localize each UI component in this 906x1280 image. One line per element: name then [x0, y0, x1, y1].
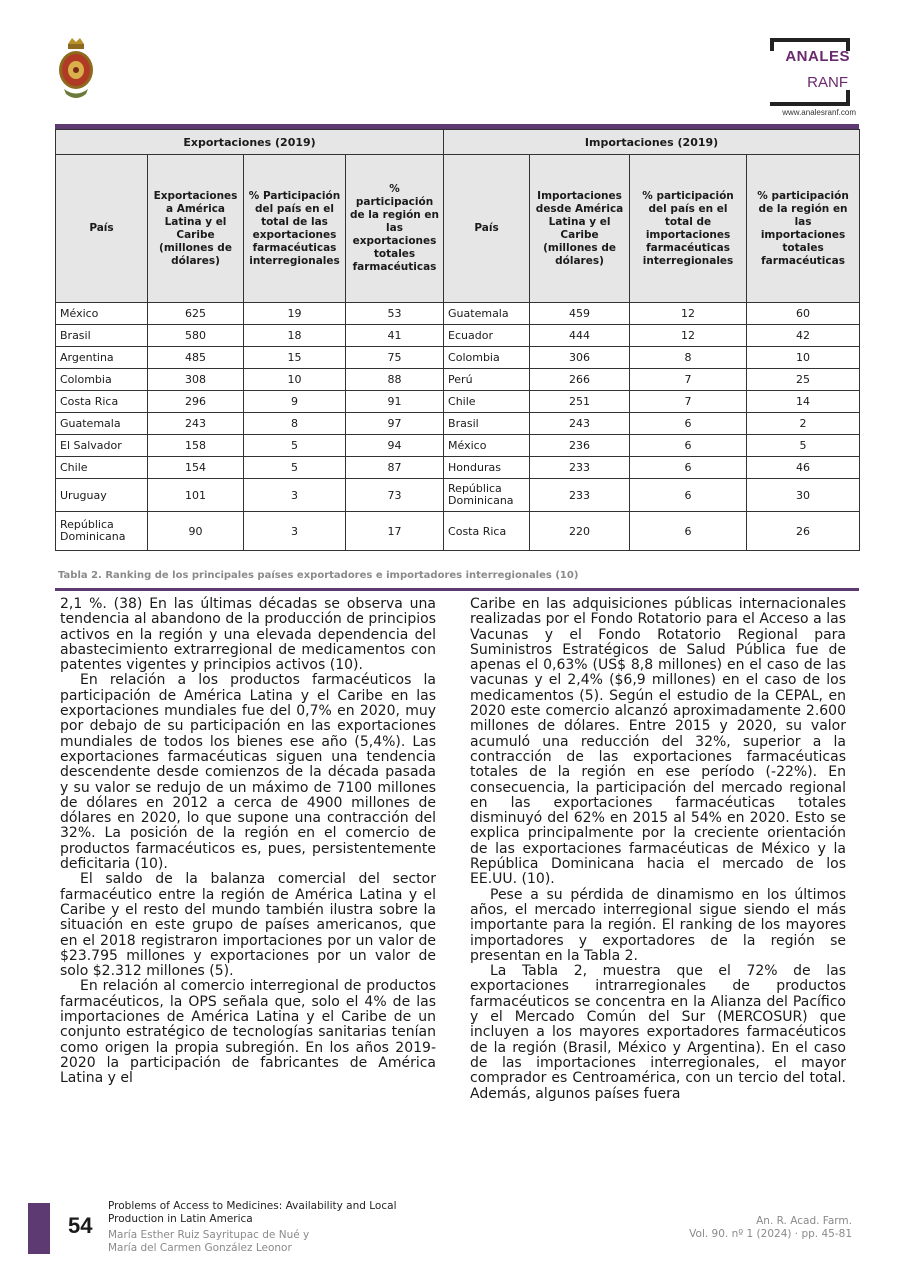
- journal-volume: Vol. 90. nº 1 (2024) · pp. 45-81: [689, 1228, 852, 1240]
- table-cell: 306: [530, 347, 630, 369]
- table-cell: 158: [148, 435, 244, 457]
- table-cell: 10: [244, 369, 346, 391]
- table-cell: 75: [346, 347, 444, 369]
- table-cell: 26: [747, 512, 860, 551]
- table-cell: 233: [530, 457, 630, 479]
- article-title: [108, 1200, 396, 1225]
- table-cell: 220: [530, 512, 630, 551]
- table-cell: 25: [747, 369, 860, 391]
- table-cell-country: Brasil: [444, 413, 530, 435]
- table-cell-country: Brasil: [56, 325, 148, 347]
- table-cell: 42: [747, 325, 860, 347]
- table-cell: 53: [346, 303, 444, 325]
- table-cell: 580: [148, 325, 244, 347]
- table-cell: 12: [630, 325, 747, 347]
- table-cell: 9: [244, 391, 346, 413]
- table-cell-country: Uruguay: [56, 479, 148, 512]
- column-header: % participación de la región en las exportaciones totales farmacéuticas: [346, 155, 444, 303]
- paragraph: En relación a los productos farmacéuticos la participación de América Latina y el Caribe en las exportaciones mundiales fue del 0,7% en 2020, muy por debajo de su participación en las exportaciones mundiales de todos los bienes ese año (5,4%). Las exportaciones farmacéuticas siguen una tendencia descendente desde comienzos de la década pasada y su valor se redujo de un máximo de 7100 millones de dólares en 2012 a cerca de 4900 millones de dólares en 2020, lo que supone una contracción del 32%. La posición de la región en el comercio de productos farmacéuticos es, pues, persistentemente deficitaria (10).: [60, 672, 436, 873]
- logo-text-ranf: RANF: [807, 74, 848, 91]
- table-bottom-rule: [55, 588, 859, 591]
- table-cell: 8: [244, 413, 346, 435]
- table-row: [56, 512, 860, 551]
- table-cell: 41: [346, 325, 444, 347]
- table-cell-country: Chile: [444, 391, 530, 413]
- table-cell-country: República Dominicana: [444, 479, 530, 512]
- table-cell: 625: [148, 303, 244, 325]
- table-cell-country: Colombia: [56, 369, 148, 391]
- table-cell: 3: [244, 479, 346, 512]
- paragraph: 2,1 %. (38) En las últimas décadas se observa una tendencia al abandono de la producción de principios activos en la región y una elevada dependencia del abastecimiento extrarregional de medicamentos con patentes vigentes y principios activos (10).: [60, 596, 436, 674]
- paragraph: El saldo de la balanza comercial del sector farmacéutico entre la región de América Latina y el Caribe y el resto del mundo también ilustra sobre la situación en este grupo de países americanos, que en el 2018 registraron importaciones por un valor de $23.795 millones y exportaciones por un valor de solo $2.312 millones (5).: [60, 871, 436, 980]
- table-cell: 233: [530, 479, 630, 512]
- table-cell: 12: [630, 303, 747, 325]
- table-cell: 87: [346, 457, 444, 479]
- table-cell: 251: [530, 391, 630, 413]
- table-cell: 3: [244, 512, 346, 551]
- table-cell: 15: [244, 347, 346, 369]
- table-cell: 73: [346, 479, 444, 512]
- article-authors: [108, 1229, 309, 1254]
- table-cell: 6: [630, 479, 747, 512]
- table-cell: 8: [630, 347, 747, 369]
- table-cell: 243: [530, 413, 630, 435]
- table-cell: 17: [346, 512, 444, 551]
- table-cell: 46: [747, 457, 860, 479]
- journal-name: An. R. Acad. Farm.: [756, 1215, 852, 1227]
- table-row: [56, 303, 860, 325]
- table-cell: 5: [747, 435, 860, 457]
- table-cell: 5: [244, 457, 346, 479]
- table-cell: 7: [630, 369, 747, 391]
- table-cell: 459: [530, 303, 630, 325]
- article-title-line: Problems of Access to Medicines: Availability and Local: [108, 1200, 397, 1212]
- table-cell: 485: [148, 347, 244, 369]
- page-number: 54: [68, 1213, 93, 1238]
- table-row: [56, 479, 860, 512]
- journal-url: www.analesranf.com: [782, 108, 856, 117]
- table-row: [56, 347, 860, 369]
- table-cell: 6: [630, 457, 747, 479]
- table-row: [56, 435, 860, 457]
- table-cell-country: Perú: [444, 369, 530, 391]
- table-cell: 6: [630, 413, 747, 435]
- table-cell: 236: [530, 435, 630, 457]
- logo-frame-bottom: [770, 90, 850, 106]
- table-cell-country: Costa Rica: [444, 512, 530, 551]
- table-cell: 243: [148, 413, 244, 435]
- table-cell: 18: [244, 325, 346, 347]
- table-cell-country: Ecuador: [444, 325, 530, 347]
- table-cell: 2: [747, 413, 860, 435]
- table-cell: 19: [244, 303, 346, 325]
- paragraph: Caribe en las adquisiciones públicas internacionales realizadas por el Fondo Rotatorio para el Acceso a las Vacunas y el Fondo Rotatorio Regional para Suministros Estratégicos de Salud Pública fue de apenas el 0,63% (US$ 8,8 millones) en el caso de las vacunas y el 2,4% ($6,9 millones) en el caso de los medicamentos (5). Según el estudio de la CEPAL, en 2020 este comercio alcanzó aproximadamente 2.600 millones de dólares. Entre 2015 y 2020, su valor acumuló una reducción del 32%, superior a la contracción de las exportaciones farmacéuticas totales de la región en ese período (-22%). En consecuencia, la participación del mercado regional en las exportaciones farmacéuticas totales disminuyó del 62% en 2015 al 54% en 2020. Esto se explica principalmente por la creciente orientación de las exportaciones farmacéuticas de México y la República Dominicana hacia el mercado de los EE.UU. (10).: [470, 596, 846, 888]
- table-cell-country: El Salvador: [56, 435, 148, 457]
- table-cell: 91: [346, 391, 444, 413]
- table-cell: 266: [530, 369, 630, 391]
- group-header-exports: Exportaciones (2019): [56, 130, 444, 155]
- column-header: % participación del país en el total de importaciones farmacéuticas interregionales: [630, 155, 747, 303]
- authors-line: María Esther Ruiz Sayritupac de Nué y: [108, 1229, 310, 1241]
- table-cell: 101: [148, 479, 244, 512]
- table-cell-country: Colombia: [444, 347, 530, 369]
- table-cell: 6: [630, 435, 747, 457]
- column-header: Importaciones desde América Latina y el Caribe (millones de dólares): [530, 155, 630, 303]
- body-column-right: [470, 597, 846, 1102]
- table-cell: 14: [747, 391, 860, 413]
- table-cell-country: Honduras: [444, 457, 530, 479]
- table-cell: 308: [148, 369, 244, 391]
- table-cell: 154: [148, 457, 244, 479]
- table-row: [56, 413, 860, 435]
- authors-line: María del Carmen González Leonor: [108, 1241, 292, 1254]
- table-row: [56, 391, 860, 413]
- table-caption: Tabla 2. Ranking de los principales países exportadores e importadores interregionales (10): [58, 570, 579, 581]
- anales-ranf-logo: [740, 38, 856, 118]
- article-title-line: Production in Latin America: [108, 1212, 253, 1225]
- table-cell-country: Argentina: [56, 347, 148, 369]
- table-cell: 97: [346, 413, 444, 435]
- table-row: [56, 325, 860, 347]
- table-cell: 5: [244, 435, 346, 457]
- footer-accent-bar: [28, 1203, 50, 1254]
- table-cell: 10: [747, 347, 860, 369]
- table-cell: 60: [747, 303, 860, 325]
- paragraph: La Tabla 2, muestra que el 72% de las exportaciones intrarregionales de productos farmacéuticos se concentra en la Alianza del Pacífico y el Mercado Común del Sur (MERCOSUR) que incluyen a los mayores exportadores farmacéuticos de la región (Brasil, México y Argentina). En el caso de las importaciones interregionales, el mayor comprador es Centroamérica, con un tercio del total. Además, algunos países fuera: [470, 963, 846, 1102]
- table-cell: 444: [530, 325, 630, 347]
- paragraph: Pese a su pérdida de dinamismo en los últimos años, el mercado interregional sigue siendo el más importante para la región. El ranking de los mayores importadores y exportadores de la región se presentan en la Tabla 2.: [470, 886, 846, 964]
- table-cell: 88: [346, 369, 444, 391]
- ranking-table-section: [55, 124, 859, 551]
- table-cell-country: Chile: [56, 457, 148, 479]
- body-column-left: [60, 597, 436, 1087]
- journal-citation: [689, 1215, 852, 1241]
- column-header: Exportaciones a América Latina y el Caribe (millones de dólares): [148, 155, 244, 303]
- group-header-imports: Importaciones (2019): [444, 130, 860, 155]
- table-cell-country: Guatemala: [56, 413, 148, 435]
- table-cell: 296: [148, 391, 244, 413]
- table-cell-country: Costa Rica: [56, 391, 148, 413]
- logo-text-anales: ANALES: [785, 48, 850, 65]
- paragraph: En relación al comercio interregional de productos farmacéuticos, la OPS señala que, solo el 4% de las importaciones de América Latina y el Caribe de un conjunto estratégico de tecnologías sanitarias tenían como origen la propia subregión. En los años 2019-2020 la participación de fabricantes de América Latina y el: [60, 978, 436, 1087]
- table-cell: 7: [630, 391, 747, 413]
- column-header: % Participación del país en el total de las exportaciones farmacéuticas interregionales: [244, 155, 346, 303]
- ranking-table: [55, 129, 860, 551]
- academy-seal-logo: [56, 36, 96, 104]
- column-header: País: [444, 155, 530, 303]
- column-header: % participación de la región en las importaciones totales farmacéuticas: [747, 155, 860, 303]
- table-cell-country: República Dominicana: [56, 512, 148, 551]
- column-header: País: [56, 155, 148, 303]
- table-cell-country: México: [444, 435, 530, 457]
- table-cell: 6: [630, 512, 747, 551]
- table-cell-country: México: [56, 303, 148, 325]
- table-row: [56, 369, 860, 391]
- table-cell-country: Guatemala: [444, 303, 530, 325]
- table-cell: 90: [148, 512, 244, 551]
- table-cell: 30: [747, 479, 860, 512]
- table-cell: 94: [346, 435, 444, 457]
- table-row: [56, 457, 860, 479]
